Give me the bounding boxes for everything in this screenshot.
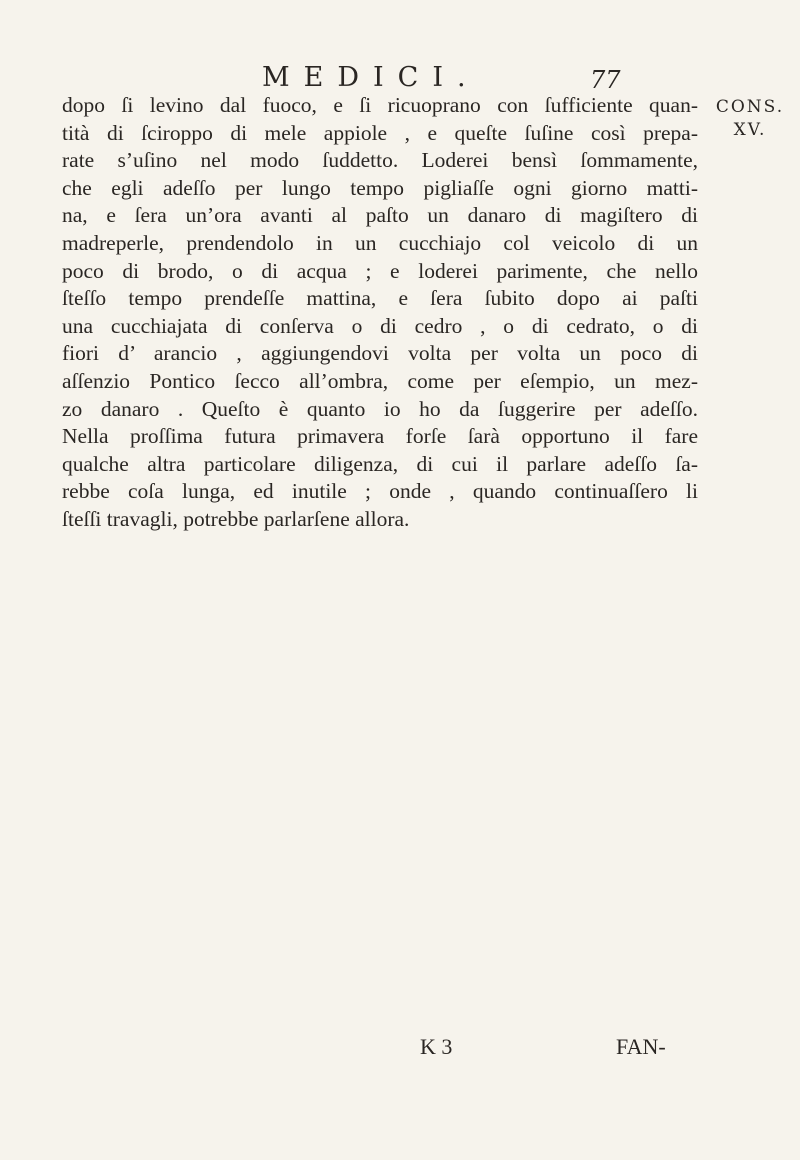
text-line: zo danaro . Queſto è quanto io ho da ſuggerire per adeſſo. — [62, 396, 698, 421]
text-line: dopo ſi levino dal fuoco, e ſi ricuoprano con ſufficiente quan- — [62, 93, 698, 117]
running-title: MEDICI. — [262, 62, 480, 93]
text-line: Nella proſſima futura primavera forſe ſarà opportuno il fare — [62, 424, 698, 449]
margin-note-line: CONS. — [715, 97, 785, 117]
text-line: ſteſſo tempo prendeſſe mattina, e ſera ſubito dopo ai paſti — [62, 286, 698, 311]
signature-mark: K 3 — [420, 1034, 453, 1059]
page-number: 77 — [590, 66, 621, 94]
text-line: fiori d’ arancio , aggiungendovi volta per volta un poco di — [62, 341, 698, 366]
text-line: poco di brodo, o di acqua ; e loderei parimente, che nello — [62, 258, 698, 283]
text-line: che egli adeſſo per lungo tempo pigliaſſe ogni giorno matti- — [62, 175, 698, 200]
margin-note-line: XV. — [733, 120, 767, 140]
text-line: qualche altra particolare diligenza, di cui il parlare adeſſo ſa- — [62, 451, 698, 476]
text-line: aſſenzio Pontico ſecco all’ombra, come per eſempio, un mez- — [62, 368, 698, 393]
margin-note — [710, 96, 790, 142]
text-line: rebbe coſa lunga, ed inutile ; onde , quando continuaſſero li — [62, 479, 698, 504]
text-line: madreperle, prendendolo in un cucchiajo col veicolo di un — [62, 230, 698, 255]
catchword: FAN- — [616, 1034, 666, 1059]
text-line: na, e ſera un’ora avanti al paſto un danaro di magiſtero di — [62, 203, 698, 228]
text-line: rate s’uſino nel modo ſuddetto. Loderei bensì ſommamente, — [62, 148, 698, 173]
text-line: una cucchiajata di conſerva o di cedro , o di cedrato, o di — [62, 313, 698, 338]
body-text — [62, 92, 698, 534]
text-line: tità di ſciroppo di mele appiole , e queſte ſuſine così prepa- — [62, 120, 698, 145]
text-line: ſteſſi travagli, potrebbe parlarſene allora. — [62, 506, 410, 531]
